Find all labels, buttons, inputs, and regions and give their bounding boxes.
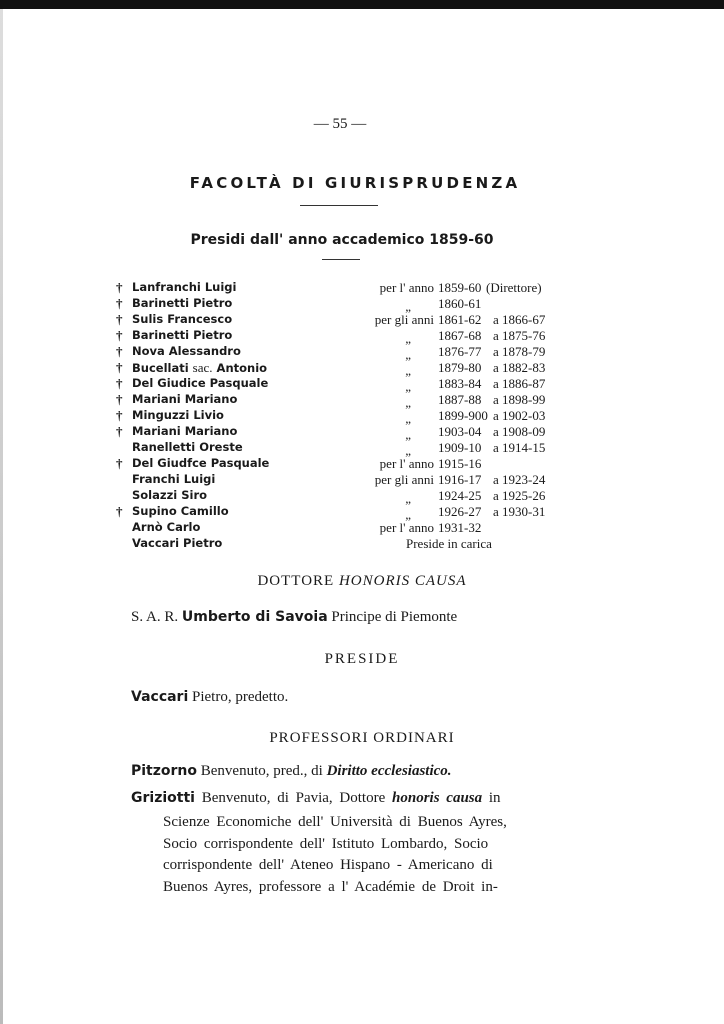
- name-main: Del Giudfce Pasquale: [132, 456, 270, 470]
- preside-name: [132, 360, 267, 376]
- griziotti-honoris: honoris causa: [392, 790, 483, 806]
- preside-name: [132, 344, 241, 358]
- name-main: Sulis Francesco: [132, 312, 233, 326]
- griziotti-continuation: [163, 812, 507, 898]
- honoris-heading-a: DOTTORE: [257, 573, 335, 589]
- faculty-title: FACOLTÀ DI GIURISPRUDENZA: [189, 174, 521, 192]
- presidi-row: [116, 520, 576, 536]
- name-main: Arnò Carlo: [132, 520, 201, 534]
- honoris-name: Umberto di Savoia: [181, 609, 328, 625]
- griziotti-after: in: [488, 790, 501, 806]
- name-main: Nova Alessandro: [132, 344, 241, 358]
- deceased-cross-icon: †: [116, 376, 123, 391]
- name-main: Barinetti Pietro: [132, 328, 233, 342]
- presidi-row: [116, 424, 576, 440]
- period-end: a 1925-26: [493, 488, 546, 503]
- period-start: 1931-32: [438, 520, 482, 535]
- period-prefix: per l' anno: [379, 280, 434, 295]
- ordinari-heading: PROFESSORI ORDINARI: [269, 730, 455, 746]
- honoris-heading: [0, 573, 724, 590]
- honoris-line: [131, 609, 457, 626]
- period-prefix: „: [405, 379, 411, 394]
- title-rule: [300, 205, 378, 206]
- griziotti-name: Griziotti: [131, 790, 195, 806]
- presidi-row: [116, 344, 576, 360]
- period-start: 1887-88: [438, 392, 482, 407]
- period-start: 1909-10: [438, 440, 482, 455]
- griziotti-line: corrispondente dell' Ateneo Hispano - Americano di: [163, 857, 493, 873]
- name-main: Barinetti Pietro: [132, 296, 233, 310]
- name-main: Supino Camillo: [132, 504, 229, 518]
- preside-name: [132, 296, 232, 310]
- scan-top-border: [0, 0, 724, 9]
- preside-name: [132, 488, 207, 502]
- presidi-row: [116, 504, 576, 520]
- presidi-row: [116, 440, 576, 456]
- period-start: 1859-60: [438, 280, 482, 295]
- presidi-row: [116, 360, 576, 376]
- period-start: 1860-61: [438, 296, 482, 311]
- period-start: 1903-04: [438, 424, 482, 439]
- name-main: Solazzi Siro: [132, 488, 208, 502]
- period-prefix: „: [405, 299, 411, 314]
- period-start: 1883-84: [438, 376, 482, 391]
- preside-name: [132, 408, 224, 422]
- presidi-row: [116, 408, 576, 424]
- name-main: Vaccari Pietro: [132, 536, 223, 550]
- period-start: 1916-17: [438, 472, 482, 487]
- period-prefix: „: [405, 363, 411, 378]
- period-start: 1899-900: [438, 408, 488, 423]
- preside-name: [132, 536, 222, 550]
- period-start: 1879-80: [438, 360, 482, 375]
- deceased-cross-icon: †: [116, 456, 123, 471]
- preside-name: [132, 376, 268, 390]
- presidi-row: [116, 472, 576, 488]
- deceased-cross-icon: †: [116, 360, 123, 375]
- page-number: — 55 —: [313, 116, 367, 132]
- period-end: a 1908-09: [493, 424, 546, 439]
- preside-name: [132, 440, 243, 454]
- preside-note: Preside in carica: [406, 536, 492, 551]
- period-prefix: „: [405, 395, 411, 410]
- name-main: Ranelletti Oreste: [132, 440, 243, 454]
- griziotti-line: Socio corrispondente dell' Istituto Lombardo, Socio: [163, 835, 489, 852]
- presidi-row: [116, 296, 576, 312]
- preside-name: [132, 392, 237, 406]
- name-main: Minguzzi Livio: [132, 408, 224, 422]
- deceased-cross-icon: †: [116, 296, 123, 311]
- honoris-title: S. A. R.: [131, 609, 179, 625]
- period-prefix: „: [405, 443, 411, 458]
- scan-left-edge: [0, 9, 3, 1024]
- period-prefix: „: [405, 411, 411, 426]
- period-prefix: „: [405, 427, 411, 442]
- preside-name: [132, 312, 232, 326]
- period-end: (Direttore): [486, 280, 542, 295]
- period-end: a 1923-24: [493, 472, 546, 487]
- preside-name: [132, 328, 232, 342]
- period-end: a 1930-31: [493, 504, 546, 519]
- period-prefix: per l' anno: [379, 456, 434, 471]
- period-end: a 1875-76: [493, 328, 546, 343]
- pitzorno-entry: [131, 763, 452, 780]
- period-start: 1861-62: [438, 312, 482, 327]
- preside-name: [132, 280, 236, 294]
- period-start: 1926-27: [438, 504, 482, 519]
- period-prefix: „: [405, 347, 411, 362]
- subtitle-rule: [322, 259, 360, 260]
- pitzorno-name: Pitzorno: [131, 763, 198, 779]
- period-start: 1867-68: [438, 328, 482, 343]
- honoris-heading-b: HONORIS CAUSA: [338, 573, 467, 589]
- presidi-subtitle: Presidi dall' anno accademico 1859-60: [190, 232, 494, 248]
- preside-name: [132, 424, 237, 438]
- period-end: a 1882-83: [493, 360, 546, 375]
- deceased-cross-icon: †: [116, 328, 123, 343]
- presidi-row: [116, 328, 576, 344]
- pitzorno-subject: Diritto ecclesiastico.: [326, 763, 452, 779]
- presidi-row: [116, 488, 576, 504]
- name-rest: Antonio: [216, 361, 268, 375]
- preside-name: [132, 456, 269, 470]
- griziotti-line: Buenos Ayres, professore a l' Académie de Droit in-: [163, 878, 498, 895]
- period-prefix: „: [405, 331, 411, 346]
- period-prefix: per l' anno: [379, 520, 434, 535]
- name-title: sac.: [192, 360, 213, 375]
- period-prefix: per gli anni: [374, 312, 434, 327]
- deceased-cross-icon: †: [116, 408, 123, 423]
- presidi-row: [116, 392, 576, 408]
- period-end: a 1886-87: [493, 376, 546, 391]
- period-start: 1915-16: [438, 456, 482, 471]
- preside-name: [132, 504, 229, 518]
- presidi-row: [116, 456, 576, 472]
- deceased-cross-icon: †: [116, 344, 123, 359]
- deceased-cross-icon: †: [116, 312, 123, 327]
- preside-heading: PRESIDE: [324, 651, 400, 667]
- pitzorno-rest: Benvenuto, pred., di: [200, 763, 323, 779]
- griziotti-entry: [131, 790, 501, 807]
- presidi-row: [116, 280, 576, 296]
- period-end: a 1914-15: [493, 440, 546, 455]
- period-end: a 1898-99: [493, 392, 546, 407]
- name-main: Bucellati: [132, 361, 189, 375]
- preside-name: [132, 520, 200, 534]
- period-prefix: „: [405, 507, 411, 522]
- name-main: Lanfranchi Luigi: [132, 280, 237, 294]
- deceased-cross-icon: †: [116, 424, 123, 439]
- deceased-cross-icon: †: [116, 280, 123, 295]
- griziotti-rest: Benvenuto, di Pavia, Dottore: [201, 790, 386, 806]
- name-main: Mariani Mariano: [132, 392, 238, 406]
- period-prefix: „: [405, 491, 411, 506]
- name-main: Del Giudice Pasquale: [132, 376, 269, 390]
- griziotti-line: Scienze Economiche dell' Università di Buenos Ayres,: [163, 814, 507, 830]
- name-main: Franchi Luigi: [132, 472, 216, 486]
- presidi-row: [116, 312, 576, 328]
- period-end: a 1902-03: [493, 408, 546, 423]
- preside-name: Vaccari: [131, 689, 189, 705]
- preside-rest: Pietro, predetto.: [192, 689, 289, 705]
- honoris-rank: Principe di Piemonte: [331, 609, 458, 625]
- period-start: 1924-25: [438, 488, 482, 503]
- deceased-cross-icon: †: [116, 392, 123, 407]
- preside-name: [132, 472, 215, 486]
- period-start: 1876-77: [438, 344, 482, 359]
- presidi-row: [116, 536, 576, 552]
- period-end: a 1878-79: [493, 344, 546, 359]
- name-main: Mariani Mariano: [132, 424, 238, 438]
- preside-line: [131, 689, 288, 706]
- presidi-row: [116, 376, 576, 392]
- period-prefix: per gli anni: [374, 472, 434, 487]
- deceased-cross-icon: †: [116, 504, 123, 519]
- period-end: a 1866-67: [493, 312, 546, 327]
